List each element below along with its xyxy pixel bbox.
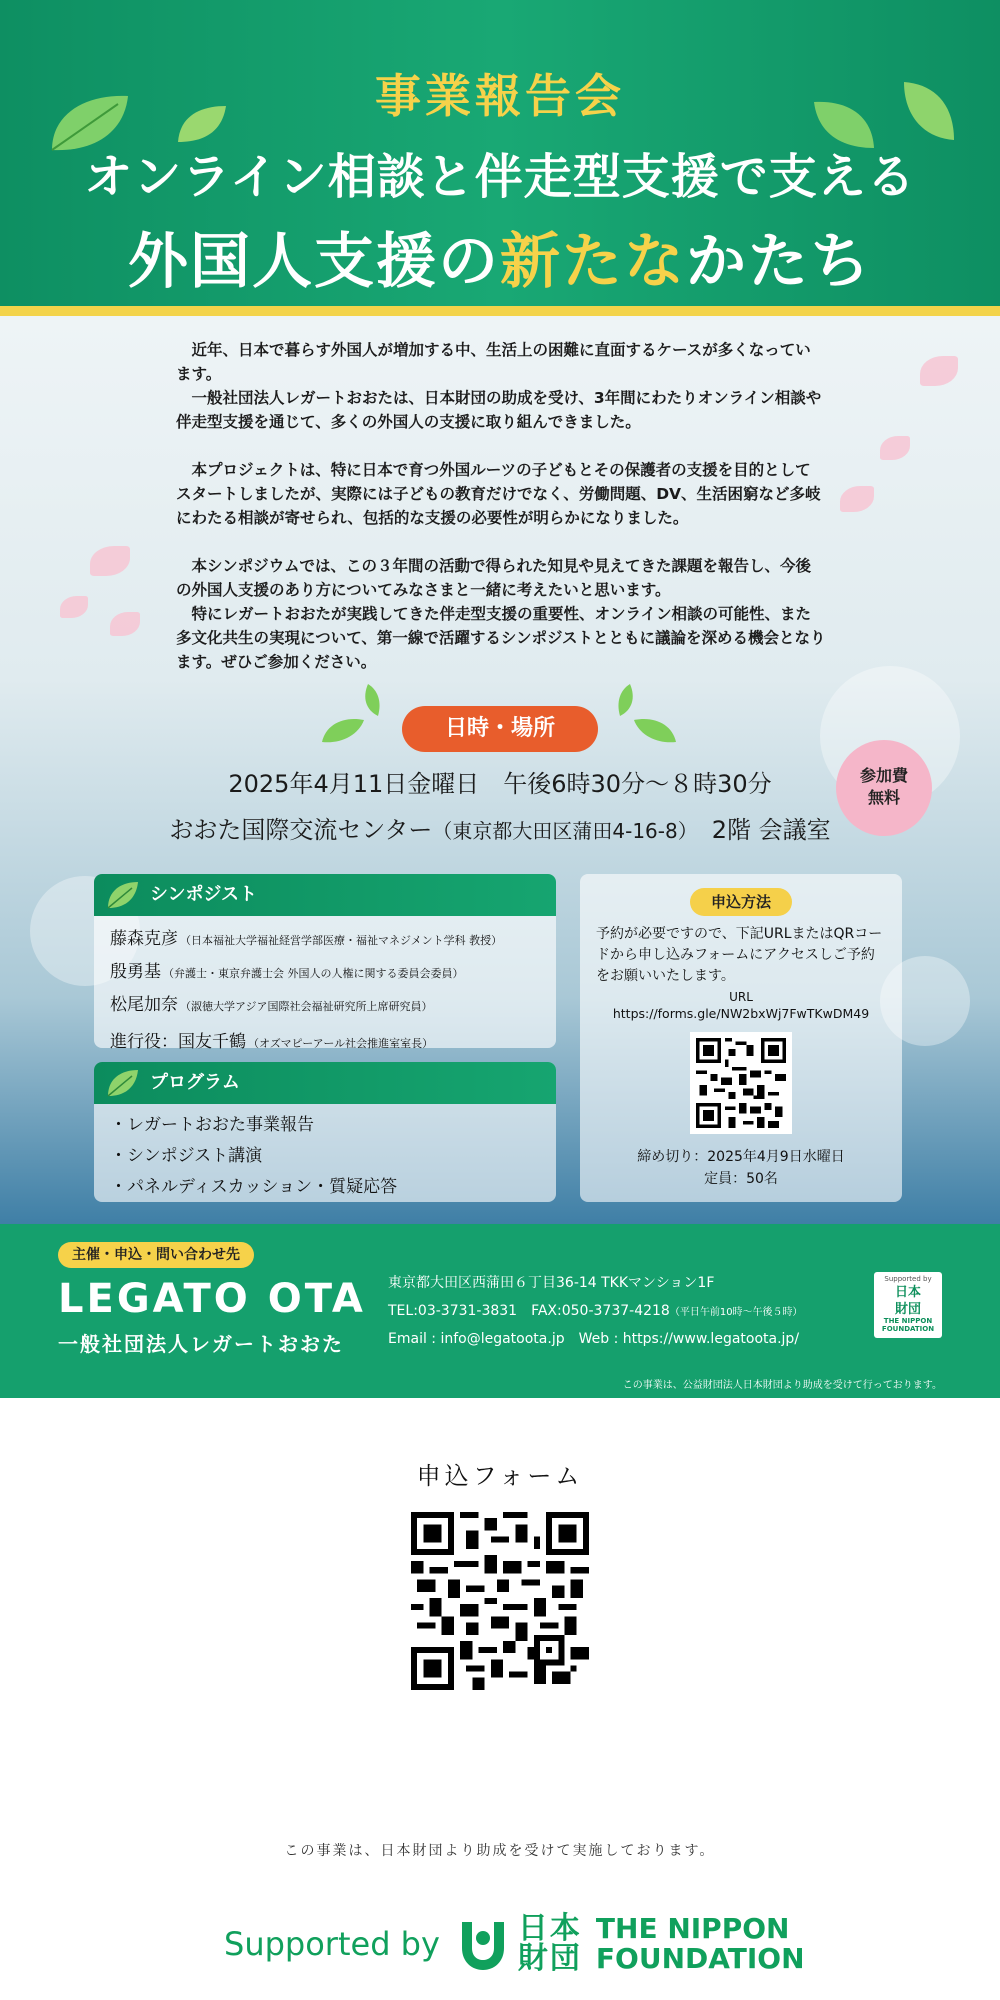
title-line-2 (0, 214, 1000, 300)
petal-decoration (90, 546, 130, 576)
footer-banner (0, 1224, 1000, 1398)
host-tag: 主催・申込・問い合わせ先 (58, 1242, 254, 1268)
intro-paragraph: 特にレガートおおたが実践してきた伴走型支援の重要性、オンライン相談の可能性、また多文化共生の実現について、第一線で活躍するシンポジストとともに議論を深める機会となります。ぜひご参加ください。 (176, 605, 826, 671)
title-highlight: 新たな (500, 227, 686, 297)
program-item: ・レガートおおた事業報告 (110, 1115, 314, 1135)
symposists-heading (94, 874, 556, 916)
symposists-card (94, 874, 556, 1052)
speaker-name: 進行役：国友千鶴 (110, 1032, 246, 1052)
speaker-row (110, 924, 556, 949)
form-title: 申込フォーム (416, 1462, 584, 1490)
intro-paragraph: 本シンポジウムでは、この３年間の活動で得られた知見や見えてきた課題を報告し、今後の外国人支援のあり方についてみなさまと一緒に考えたいと思います。 (176, 557, 811, 599)
speaker-name: 松尾加奈 (110, 995, 178, 1015)
nf-en-1: THE NIPPON (595, 1912, 790, 1945)
apply-card (580, 874, 902, 1202)
title-line-2-a: 外国人支援の (128, 227, 500, 297)
speaker-affiliation: （弁護士・東京弁護士会 外国人の人権に関する委員会委員） (163, 967, 464, 980)
title-line-2-c: かたち (686, 227, 872, 297)
program-card (94, 1062, 556, 1202)
application-qr-code-icon[interactable] (411, 1512, 589, 1690)
deadline-text: 締め切り：2025年4月9日水曜日 (637, 1149, 845, 1165)
url-label: URL (729, 990, 753, 1004)
qr-code-icon[interactable] (690, 1032, 792, 1134)
petal-decoration (840, 486, 874, 512)
contact-phone-fax (388, 1300, 803, 1320)
capacity-text: 定員：50名 (704, 1171, 778, 1187)
office-hours: （平日午前10時～午後５時） (669, 1307, 803, 1318)
header-banner (0, 0, 1000, 308)
intro-paragraph: 本プロジェクトは、特に日本で育つ外国ルーツの子どもとその保護者の支援を目的としてスタートしましたが、実際には子どもの教育だけでなく、労働問題、DV、生活困窮など多岐にわたる相談が寄せられ、包括的な支援の必要性が明らかになりました。 (176, 461, 821, 527)
symposists-heading-label: シンポジスト (150, 884, 258, 905)
venue-name: おおた国際交流センター (169, 816, 433, 844)
nf-english (596, 1914, 805, 1974)
event-label: 事業報告会 (375, 69, 625, 123)
apply-tag: 申込方法 (690, 888, 792, 916)
contact-email-web[interactable]: Email : info@legatoota.jp Web : https://www.legatoota.jp/ (388, 1331, 800, 1347)
program-item: ・パネルディスカッション・質疑応答 (110, 1177, 398, 1197)
badge-en-1: THE NIPPON (883, 1317, 933, 1325)
apply-url-link[interactable]: https://forms.gle/NW2bxWj7FwTKwDM49 (612, 1006, 870, 1021)
leaf-decoration-icon (610, 680, 680, 746)
supported-by-logo (224, 1912, 805, 1976)
speaker-affiliation: （日本福祉大学福祉経営学部医療・福祉マネジメント学科 教授） (180, 934, 503, 947)
leaf-icon (106, 1068, 140, 1098)
org-logo: LEGATO OTA (58, 1276, 366, 1322)
leaf-icon (106, 880, 140, 910)
intro-text (176, 338, 826, 674)
program-heading-label: プログラム (150, 1072, 240, 1093)
nf-kanji-2: 財団 (517, 1941, 582, 1976)
speaker-affiliation: （オズマピーアール社会推進室室長） (248, 1037, 434, 1050)
badge-kanji-2: 財団 (894, 1302, 921, 1317)
org-name: 一般社団法人レガートおおた (58, 1332, 344, 1356)
speaker-affiliation: （淑徳大学アジア国際社会福祉研究所上席研究員） (180, 1000, 433, 1013)
nippon-foundation-badge (874, 1272, 942, 1338)
event-datetime: 2025年4月11日金曜日 午後6時30分～８時30分 (228, 770, 772, 798)
petal-decoration (920, 356, 958, 386)
venue-room: 2階 会議室 (711, 816, 831, 844)
program-heading (94, 1062, 556, 1104)
intro-paragraph: 近年、日本で暮らす外国人が増加する中、生活上の困難に直面するケースが多くなっています。 (176, 341, 811, 383)
schedule-pill: 日時・場所 (402, 706, 598, 752)
speaker-name: 藤森克彦 (110, 929, 178, 949)
speaker-row (110, 957, 556, 982)
fee-badge (836, 740, 932, 836)
footer-grant-note: この事業は、公益財団法人日本財団より助成を受けて行っております。 (622, 1380, 942, 1391)
speaker-row (110, 1027, 556, 1052)
contact-address: 東京都大田区西蒲田６丁目36-14 TKKマンション1F (388, 1275, 715, 1291)
badge-supported-by: Supported by (884, 1275, 932, 1283)
nf-en-2: FOUNDATION (595, 1942, 805, 1975)
supported-by-text: Supported by (224, 1925, 440, 1963)
nippon-foundation-mark-icon (458, 1914, 508, 1974)
petal-decoration (880, 436, 910, 460)
petal-decoration (60, 596, 88, 618)
fee-label: 参加費 (859, 766, 908, 785)
intro-paragraph: 一般社団法人レガートおおたは、日本財団の助成を受け、3年間にわたりオンライン相談や伴走型支援を通じて、多くの外国人の支援に取り組んできました。 (176, 389, 822, 431)
badge-en-2: FOUNDATION (881, 1325, 935, 1333)
fee-value: 無料 (867, 788, 900, 807)
badge-kanji-1: 日本 (894, 1285, 921, 1300)
apply-instructions: 予約が必要ですので、下記URLまたはQRコードから申し込みフォームにアクセスしご予約をお願いいたします。 (596, 926, 883, 984)
header-divider (0, 306, 1000, 316)
petal-decoration (110, 612, 140, 636)
title-line-1: オンライン相談と伴走型支援で支える (84, 149, 916, 205)
speaker-name: 殷勇基 (110, 962, 161, 982)
venue-address: （東京都大田区蒲田4-16-8） (432, 819, 688, 843)
speaker-row (110, 990, 556, 1015)
program-item: ・シンポジスト講演 (110, 1146, 263, 1166)
grant-note: この事業は、日本財団より助成を受けて実施しております。 (284, 1843, 716, 1859)
nf-kanji-1: 日本 (517, 1911, 582, 1946)
nf-kanji (517, 1911, 582, 1976)
phone-fax: TEL:03-3731-3831 FAX:050-3737-4218 (388, 1303, 670, 1319)
leaf-decoration-icon (318, 680, 388, 746)
